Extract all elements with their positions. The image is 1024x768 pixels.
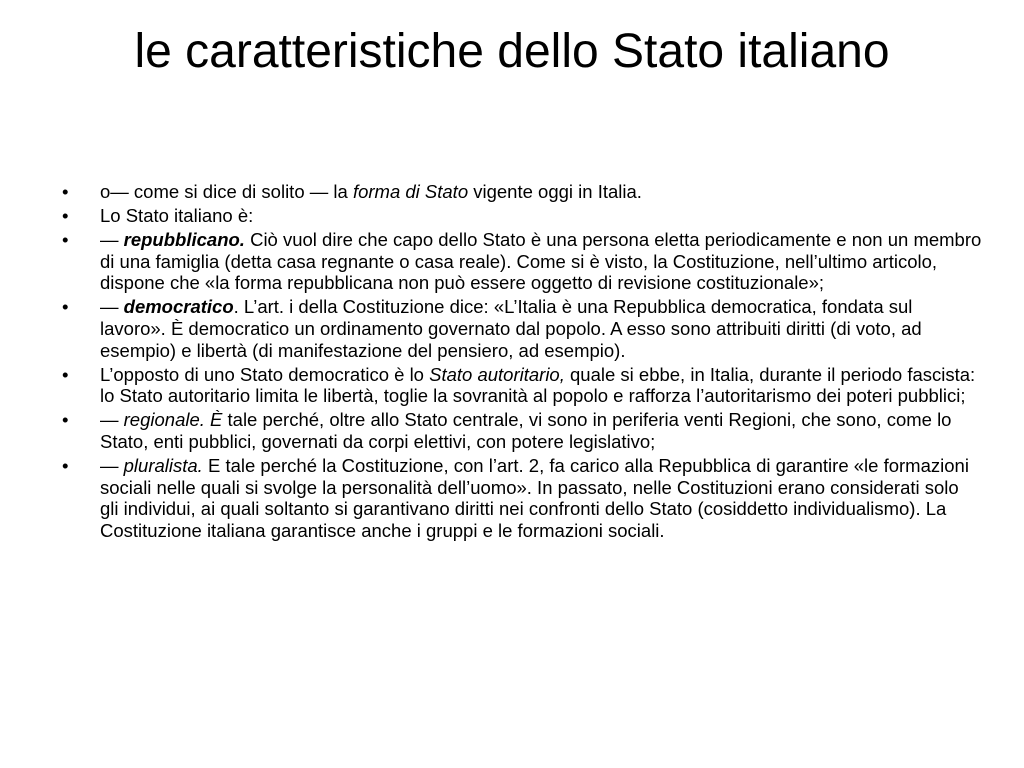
bullet-marker: • — [62, 363, 69, 385]
item-text: quale si ebbe, in Italia, durante il periodo fascista: lo Stato autoritario limita le libertà, toglie la sovranità al popolo e rafforza l’autoritarismo dei poteri pubblici; — [100, 363, 976, 407]
list-item — [62, 455, 982, 541]
bullet-marker: • — [62, 409, 69, 431]
list-item — [62, 205, 982, 227]
item-text: — — [100, 229, 124, 251]
list-item — [62, 296, 982, 361]
item-emphasis: repubblicano. — [123, 229, 245, 251]
item-text: — — [100, 296, 124, 318]
item-text: o— come si dice di solito — la — [100, 181, 353, 202]
slide-title: le caratteristiche dello Stato italiano — [134, 25, 890, 78]
item-text: E tale perché la Costituzione, con l’art. 2, fa carico alla Repubblica di garantire «le formazioni sociali nelle quali si svolge la personalità dell’uomo». In passato, nelle Costituzioni erano considerati solo gli individui, ai quali soltanto si garantivano diritti nei confronti dello Stato (cosiddetto individualismo). La Costituzione italiana garantisce anche i gruppi e le formazioni sociali. — [100, 455, 969, 541]
item-text: — — [100, 409, 124, 431]
item-emphasis: democratico — [123, 296, 234, 318]
list-item — [62, 364, 982, 407]
item-emphasis: forma di Stato — [352, 181, 469, 202]
item-text: . L’art. i della Costituzione dice: «L’Italia è una Repubblica democratica, fondata sul lavoro». È democratico un ordinamento governato dal popolo. A esso sono attribuiti diritti (di voto, ad esempio) e libertà (di manifestazione del pensiero, ad esempio). — [100, 296, 922, 361]
item-emphasis: regionale. È — [123, 409, 223, 431]
bullet-list — [62, 181, 982, 544]
item-emphasis: Stato autoritario, — [429, 363, 565, 385]
item-text: tale perché, oltre allo Stato centrale, vi sono in periferia venti Regioni, che sono, come lo Stato, enti pubblici, governati da corpi elettivi, con potere legislativo; — [100, 409, 952, 453]
bullet-marker: • — [62, 296, 69, 318]
item-text: — — [100, 455, 124, 477]
item-text: vigente oggi in Italia. — [468, 181, 642, 202]
list-item — [62, 409, 982, 452]
bullet-marker: • — [62, 229, 69, 251]
item-emphasis: pluralista. — [123, 455, 203, 477]
bullet-marker: • — [62, 205, 69, 227]
item-text: L’opposto di uno Stato democratico è lo — [100, 363, 430, 385]
list-item — [62, 181, 982, 203]
bullet-marker: • — [62, 181, 69, 202]
list-item — [62, 229, 982, 294]
bullet-marker: • — [62, 455, 69, 477]
item-text: Lo Stato italiano è: — [100, 205, 254, 227]
item-text: Ciò vuol dire che capo dello Stato è una persona eletta periodicamente e non un membro di una famiglia (detta casa regnante o casa reale). Come si è visto, la Costituzione, nell’ultimo articolo, dispone che «la forma repubblicana non può essere oggetto di revisione costituzionale»; — [100, 229, 982, 294]
